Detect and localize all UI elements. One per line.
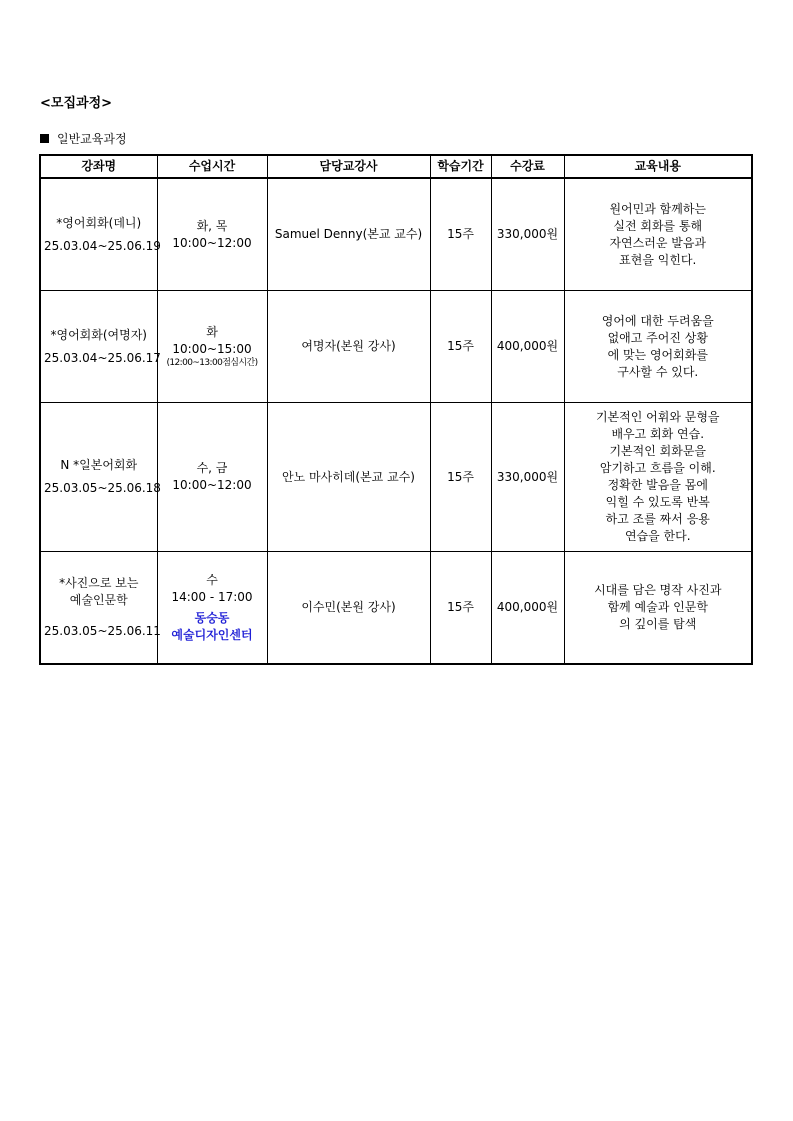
instructor-cell: Samuel Denny(본교 교수) xyxy=(267,178,430,291)
class-hours: 10:00~12:00 xyxy=(172,478,252,492)
column-header-instructor: 담당교강사 xyxy=(267,155,430,178)
period-cell: 15주 xyxy=(430,291,491,403)
fee-cell: 330,000원 xyxy=(491,178,564,291)
course-name: N *일본어회화 xyxy=(60,458,138,472)
instructor-cell: 여명자(본원 강사) xyxy=(267,291,430,403)
description-line: 정확한 발음을 몸에 xyxy=(607,478,708,492)
class-location-line1: 동숭동 xyxy=(194,610,230,625)
description-line: 익힐 수 있도록 반복 xyxy=(605,495,710,509)
bullet-square-icon xyxy=(40,134,49,143)
class-hours: 10:00~15:00 xyxy=(172,342,252,356)
table-row xyxy=(40,552,752,665)
description-line: 의 깊이를 탐색 xyxy=(619,617,697,631)
class-location xyxy=(161,610,264,644)
description-line: 실전 회화를 통해 xyxy=(613,218,703,233)
column-header-time: 수업시간 xyxy=(157,155,267,178)
column-header-fee: 수강료 xyxy=(491,155,564,178)
fee-cell: 400,000원 xyxy=(491,291,564,403)
class-time-cell xyxy=(157,403,267,552)
class-hours: 10:00~12:00 xyxy=(172,235,252,250)
description-line: 에 맞는 영어회화를 xyxy=(607,347,708,362)
course-name-cell xyxy=(40,291,161,403)
course-dates: 25.03.04~25.06.17 xyxy=(44,350,161,365)
section-heading xyxy=(40,130,127,147)
column-header-period: 학습기간 xyxy=(430,155,491,178)
description-line: 배우고 회화 연습. xyxy=(611,427,705,441)
class-time-cell xyxy=(157,178,267,291)
course-dates: 25.03.05~25.06.18 xyxy=(44,481,161,495)
course-name: *영어회화(데니) xyxy=(56,215,142,230)
course-name: *영어회화(여명자) xyxy=(50,327,147,342)
instructor-cell: 이수민(본원 강사) xyxy=(267,552,430,665)
course-table xyxy=(39,154,753,665)
class-location-line2: 예술디자인센터 xyxy=(171,627,253,642)
course-name-cell xyxy=(40,403,161,552)
period-cell: 15주 xyxy=(430,552,491,665)
description-line: 표현을 익힌다. xyxy=(619,252,697,267)
class-time-cell xyxy=(157,291,267,403)
description-line: 함께 예술과 인문학 xyxy=(607,600,708,614)
lunch-break-note: (12:00~13:00점심시간) xyxy=(166,358,258,368)
table-row xyxy=(40,178,752,291)
description-cell xyxy=(564,552,752,665)
description-line: 연습을 한다. xyxy=(624,529,691,543)
description-line: 시대를 담은 명작 사진과 xyxy=(594,583,722,597)
description-line: 기본적인 어휘와 문형을 xyxy=(595,410,720,424)
description-line: 원어민과 함께하는 xyxy=(609,201,707,216)
description-line: 없애고 주어진 상황 xyxy=(607,330,708,345)
class-days: 수 xyxy=(206,572,218,587)
column-header-name: 강좌명 xyxy=(40,155,157,178)
table-row xyxy=(40,291,752,403)
description-cell xyxy=(564,403,752,552)
description-line: 기본적인 회화문을 xyxy=(609,444,707,458)
page-heading: <모집과정> xyxy=(40,96,113,111)
course-dates: 25.03.04~25.06.19 xyxy=(44,238,161,253)
course-name-cell xyxy=(40,552,161,665)
course-name-cell xyxy=(40,178,161,291)
description-line: 자연스러운 발음과 xyxy=(609,235,707,250)
period-cell: 15주 xyxy=(430,178,491,291)
column-header-description: 교육내용 xyxy=(564,155,752,178)
fee-cell: 330,000원 xyxy=(491,403,564,552)
class-time-cell xyxy=(157,552,267,665)
table-header-row xyxy=(40,155,752,178)
description-line: 영어에 대한 두려움을 xyxy=(601,313,714,328)
description-cell xyxy=(564,178,752,291)
class-days: 수, 금 xyxy=(196,461,228,475)
instructor-cell: 안노 마사히데(본교 교수) xyxy=(267,403,430,552)
fee-cell: 400,000원 xyxy=(491,552,564,665)
class-days: 화, 목 xyxy=(196,218,228,233)
description-cell xyxy=(564,291,752,403)
description-line: 암기하고 흐름을 이해. xyxy=(599,461,716,475)
section-heading-label: 일반교육과정 xyxy=(57,132,127,146)
description-line: 하고 조를 짜서 응용 xyxy=(605,512,710,526)
period-cell: 15주 xyxy=(430,403,491,552)
class-hours: 14:00 - 17:00 xyxy=(171,589,253,604)
course-name-line2: 예술인문학 xyxy=(69,593,128,607)
class-days: 화 xyxy=(206,325,218,339)
table-row xyxy=(40,403,752,552)
course-name: *사진으로 보는 xyxy=(59,576,139,590)
course-dates: 25.03.05~25.06.11 xyxy=(44,624,161,638)
description-line: 구사할 수 있다. xyxy=(617,364,699,379)
